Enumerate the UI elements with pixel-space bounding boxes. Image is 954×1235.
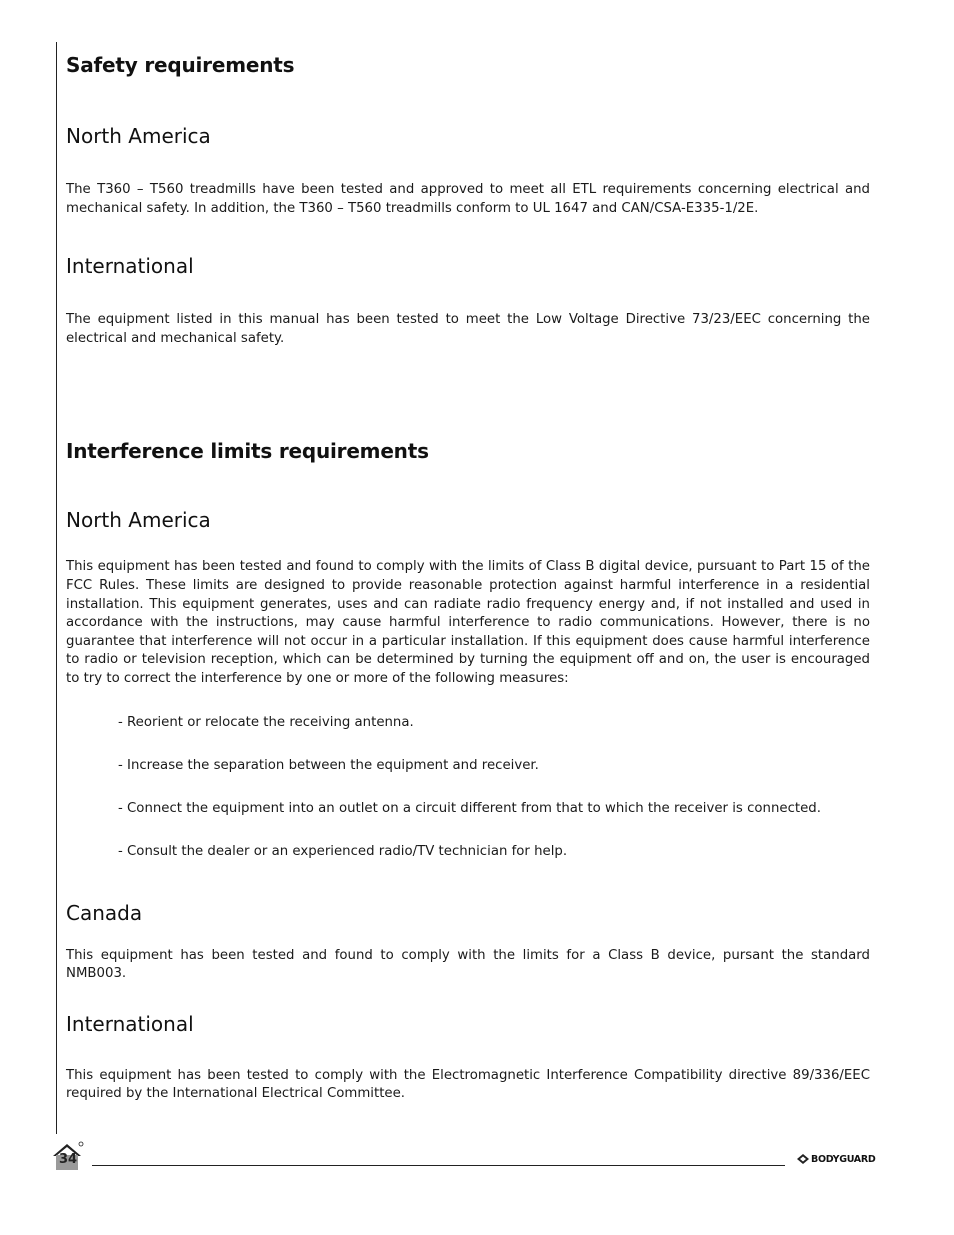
interference-north-america-text: This equipment has been tested and found to comply with the limits of Class B digital device, pursuant to Part 15 of the FCC Rules. These limits are designed to provide reasonable protection against harmful interference in a residential installation. This equipment generates, uses and can radiate radio frequency energy and, if not installed and used in accordance with the instructions, may cause harmful interference to radio communications. However, there is no guarantee that interference will not occur in a particular installation. If this equipment does cause harmful interference to radio or television reception, which can be determined by turning the equipment off and on, the user is encouraged to try to correct the interference by one or more of the following measures: <box>66 559 870 686</box>
interference-international-heading: International <box>66 1011 194 1036</box>
safety-title: Safety requirements <box>66 53 295 77</box>
footer-rule <box>92 1165 785 1166</box>
brand-mark-icon <box>797 1154 809 1164</box>
interference-north-america-heading: North America <box>66 508 211 533</box>
interference-title: Interference limits requirements <box>66 439 429 464</box>
measure-item: - Consult the dealer or an experienced radio/TV technician for help. <box>118 843 568 859</box>
safety-international-text: The equipment listed in this manual has been tested to meet the Low Voltage Directive 73/23/EEC concerning the electrical and mechanical safety. <box>66 312 870 346</box>
measure-item: - Reorient or relocate the receiving antenna. <box>118 714 414 730</box>
page-number: 34 <box>58 1152 78 1167</box>
safety-international-heading: International <box>66 254 194 279</box>
safety-north-america-heading: North America <box>66 124 211 148</box>
left-margin-rule <box>56 42 57 1134</box>
brand-logo <box>797 1150 875 1168</box>
page-content <box>66 50 870 1104</box>
interference-international-text: This equipment has been tested to comply with the Electromagnetic Interference Compatibility directive 89/336/EEC required by the International Electrical Committee. <box>66 1067 870 1102</box>
measure-item: - Increase the separation between the equipment and receiver. <box>118 757 539 773</box>
measure-item: - Connect the equipment into an outlet on a circuit different from that to which the receiver is connected. <box>118 800 821 816</box>
safety-north-america-text: The T360 – T560 treadmills have been tested and approved to meet all ETL requirements concerning electrical and mechanical safety. In addition, the T360 – T560 treadmills conform to UL 1647 and CAN/CSA-E335-1/2E. <box>66 182 870 216</box>
brand-name: BODYGUARD <box>811 1153 876 1165</box>
interference-canada-heading: Canada <box>66 900 143 925</box>
interference-canada-text: This equipment has been tested and found to comply with the limits for a Class B device, pursant the standard NMB003. <box>66 947 870 982</box>
